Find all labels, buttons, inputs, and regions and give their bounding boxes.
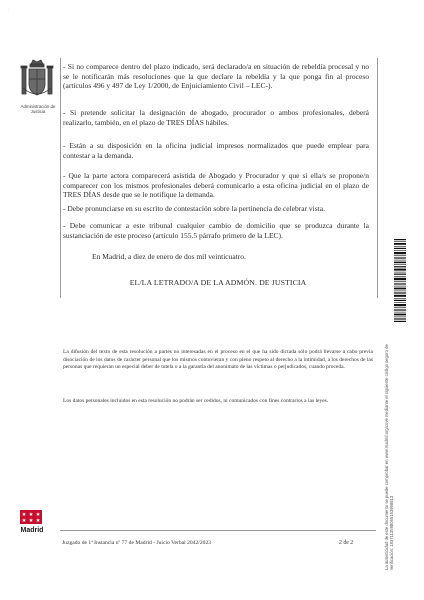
footer-court-reference: Juzgado de 1ª Instancia nº 77 de Madrid - Juicio Verbal 2042/2023 <box>62 540 212 546</box>
date-line: En Madrid, a diez de enero de dos mil veinticuatro. <box>92 252 246 261</box>
administration-label: Administración de Justicia <box>20 104 56 114</box>
paragraph-designacion-abogado: - Si pretende solicitar la designación de abogado, procurador o ambos profesionales, deberá realizarlo, también, en el plazo de TRES DÍAS hábiles. <box>63 108 369 127</box>
paragraph-rebeldia: - Si no comparece dentro del plazo indicado, será declarado/a en situación de rebeldía procesal y no se le notificarán más resoluciones que la que declare la rebeldía y la que ponga fin al proceso (artículos 496 y 497 de Ley 1/2000, de Enjuiciamiento Civil – LEC-). <box>63 62 369 91</box>
madrid-flag-icon <box>20 510 42 524</box>
paragraph-parte-actora: - Que la parte actora comparecerá asistida de Abogado y Procurador y que si ella/s se propone/n comparecer con los mismos profesionales deberá comunicarlo a esta oficina judicial en el plazo de TRES DÍAS desde que se le notifique la demanda. <box>63 171 369 200</box>
paragraph-vista: - Debe pronunciarse en su escrito de contestación sobre la pertinencia de celebrar vista. <box>63 204 325 213</box>
data-use-notice: Los datos personales incluidos en esta resolución no podrán ser cedidos, ni comunicados con fines contrarios a las leyes. <box>63 398 329 404</box>
footer-divider <box>60 530 376 531</box>
coat-of-arms-icon <box>20 58 54 106</box>
paragraph-impresos: - Están a su disposición en la oficina judicial impresos normalizados que puede emplear para contestar a la demanda. <box>63 141 369 160</box>
signature-line: EL/LA LETRADO/A DE LA ADMÓN. DE JUSTICIA <box>129 278 307 287</box>
verification-text-column <box>384 340 410 570</box>
verification-text: La autenticidad de este documento se puede comprobar en www.madrid.org/cove mediante el siguiente código seguro de verificación: 1837113598065153998813 <box>384 344 395 570</box>
corner-mark: · <box>8 8 10 13</box>
footer-page-number: 2 de 2 <box>339 540 354 546</box>
privacy-notice: La difusión del texto de esta resolución a partes no interesadas en el proceso en el que ha sido dictada sólo podrá llevarse a cabo previa disociación de los datos de carácter personal que los mismos contuvieran y con pleno respeto al derecho a la intimidad, a los derechos de las personas que requieran un especial deber de tutela o a la garantía del anonimato de las víctimas o perjudicados, cuando proceda. <box>63 349 373 371</box>
barcode-icon <box>394 239 406 322</box>
paragraph-domicilio: - Debe comunicar a este tribunal cualquier cambio de domicilio que se produzca durante la sustanciación de este proceso (artículo 155.5 párrafo primero de la LEC). <box>63 221 369 240</box>
madrid-logo-label: Madrid <box>20 527 44 534</box>
